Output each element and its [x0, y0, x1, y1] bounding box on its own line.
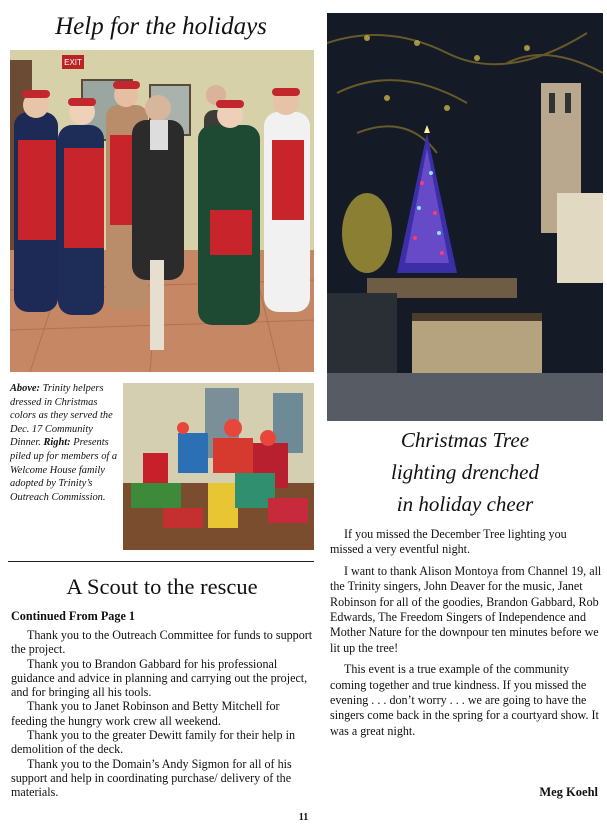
author-signature: Meg Koehl — [539, 785, 598, 799]
article-title-scout: A Scout to the rescue — [66, 574, 258, 599]
volunteers-photo — [10, 50, 314, 372]
scout-paragraph: Thank you to the Domain’s Andy Sigmon for all of his support and help in coordinating purchase/ delivery of the materials. — [11, 756, 292, 800]
tree-paragraph: If you missed the December Tree lighting you missed a very eventful night. — [330, 527, 567, 557]
svg-text:EXIT: EXIT — [64, 58, 82, 67]
tree-title-line: in holiday cheer — [396, 492, 534, 516]
article-title-holidays: Help for the holidays — [55, 13, 267, 40]
caption-lead-above: Above: — [10, 383, 41, 394]
presents-photo — [123, 383, 314, 550]
scout-paragraph: Thank you to the Outreach Committee for funds to support the project. — [11, 628, 313, 657]
tree-title-line: lighting drenched — [391, 460, 539, 484]
caption-lead-right: Right: — [43, 437, 71, 449]
christmas-tree-photo — [327, 13, 603, 421]
scout-paragraph: Thank you to the greater Dewitt family for their help in demolition of the deck. — [11, 728, 295, 757]
scout-paragraph: Thank you to Janet Robinson and Betty Mitchell for feeding the hungry work crew all weekend. — [11, 699, 280, 728]
caption-text-above: Trinity helpers dressed in Christmas colors as they served the Dec. 17 Community Dinner. — [10, 383, 113, 449]
tree-paragraph: This event is a true example of the community coming together and true kindness. If you missed the evening . . . don’t worry . . . we are going to have the singers come back in the spring for a courtyard show. It was a great night. — [330, 662, 599, 738]
caption-text-right: Presents piled up for members of a Welcome House family adopted by Trinity’s Outreach Commission. — [10, 437, 118, 503]
scout-paragraph: Thank you to Brandon Gabbard for his professional guidance and advice in planning and carrying out the project, and for bringing all his tools. — [11, 656, 308, 700]
article-title-tree — [327, 424, 603, 520]
scout-article-body — [11, 628, 315, 800]
tree-article-body — [330, 527, 602, 745]
photo-caption — [10, 382, 118, 504]
tree-paragraph: I want to thank Alison Montoya from Channel 19, all the Trinity singers, John Deaver for the music, Janet Robinson for all of the goodies, Brandon Gabbard, Rob Edwards, The Freedom Singers of Independence and Mother Nature for the downpour ten minutes before we lit up the tree! — [330, 563, 602, 655]
tree-title-line: Christmas Tree — [400, 428, 530, 452]
section-divider — [8, 561, 314, 562]
continued-label: Continued From Page 1 — [11, 609, 136, 623]
page-number: 11 — [298, 812, 309, 823]
